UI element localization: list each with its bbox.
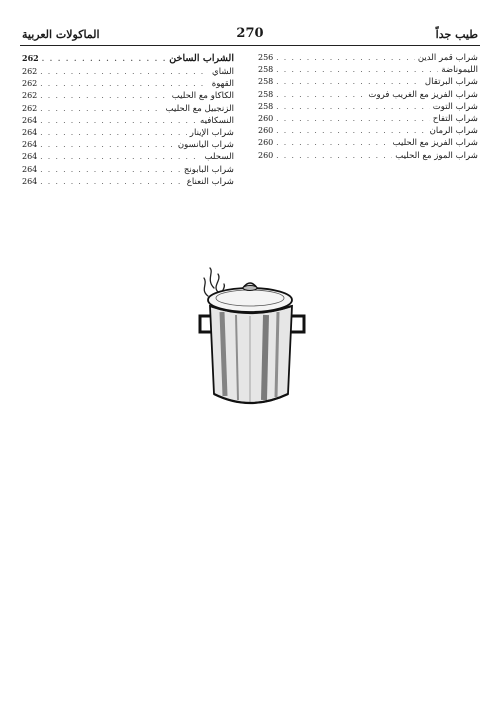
toc-entry-label: الكاكاو مع الحليب	[171, 91, 234, 102]
toc-entry-page: 262	[22, 103, 38, 113]
steaming-cooking-pot-icon	[192, 266, 312, 414]
toc-entry-label: شراب البابونج	[183, 164, 234, 175]
leader-dots	[40, 103, 162, 115]
toc-entry-label: شراب الموز مع الحليب	[395, 150, 478, 161]
toc-entry-label: شراب اليانسون	[177, 140, 234, 151]
toc-entry	[22, 66, 234, 78]
toc-entry	[22, 115, 234, 127]
toc-entry-page: 258	[258, 101, 274, 111]
toc-entry-label: النسكافيه	[200, 115, 234, 126]
leader-dots	[276, 52, 415, 64]
toc-entry-page: 256	[258, 53, 274, 62]
toc-entry-label: شراب الإينار	[189, 127, 234, 138]
toc-left-column	[22, 52, 234, 188]
toc-entry-page: 262	[22, 79, 38, 89]
toc-entry-label: الزنجبيل مع الحليب	[165, 103, 234, 114]
section-title: الماكولات العربية	[22, 28, 100, 41]
leader-dots	[276, 89, 365, 101]
toc-entry	[22, 90, 234, 102]
toc-entry-label: السحلب	[204, 152, 234, 163]
toc-entry-page: 260	[258, 113, 274, 123]
leader-dots	[276, 76, 422, 88]
leader-dots	[276, 150, 392, 162]
toc-entry	[22, 127, 234, 139]
toc-entry-page: 260	[258, 138, 274, 148]
leader-dots	[40, 78, 208, 90]
leader-dots	[276, 125, 426, 137]
leader-dots	[42, 53, 167, 65]
toc-right-column	[258, 52, 478, 162]
leader-dots	[40, 176, 183, 188]
toc-entry-page: 264	[22, 164, 38, 174]
header-rule	[20, 45, 480, 46]
toc-entry-page: 258	[258, 89, 274, 99]
toc-entry	[258, 150, 478, 162]
leader-dots	[40, 90, 168, 102]
toc-entry	[22, 164, 234, 176]
toc-entry-page: 262	[22, 67, 38, 76]
toc-entry	[258, 89, 478, 101]
toc-heading-label: الشراب الساخن	[169, 53, 234, 64]
toc-entry	[258, 101, 478, 113]
leader-dots	[276, 113, 429, 125]
book-title: طيب جداً	[435, 28, 478, 41]
leader-dots	[276, 64, 438, 76]
toc-entry-label: شراب الفريز مع الغريب فروت	[368, 89, 478, 100]
toc-entry	[22, 78, 234, 90]
toc-entry-page: 258	[258, 65, 274, 75]
toc-entry	[22, 139, 234, 151]
toc-entry-label: شراب الرمان	[429, 126, 478, 137]
toc-heading-page: 262	[22, 53, 39, 63]
toc-entry-page: 264	[22, 152, 38, 162]
toc-entry	[258, 113, 478, 125]
toc-entry-page: 264	[22, 127, 38, 137]
toc-entry-label: شراب الفريز مع الحليب	[392, 138, 478, 149]
toc-entry-page: 260	[258, 150, 274, 160]
leader-dots	[40, 66, 209, 78]
leader-dots	[40, 127, 187, 139]
toc-entry-label: القهوة	[211, 79, 234, 90]
toc-entry-label: شراب التفاح	[432, 113, 478, 124]
toc-group-heading	[22, 52, 234, 66]
toc-entry-label: شراب قمر الدين	[417, 53, 478, 63]
page-number: 270	[236, 26, 264, 41]
toc-entry-page: 264	[22, 115, 38, 125]
toc-entry-label: شراب النعناع	[186, 176, 234, 187]
toc-entry-page: 264	[22, 140, 38, 150]
toc-entry	[22, 103, 234, 115]
leader-dots	[40, 151, 201, 163]
leader-dots	[40, 139, 175, 151]
toc-entry	[258, 64, 478, 76]
toc-entry-page: 258	[258, 77, 274, 87]
toc-entry	[22, 151, 234, 163]
leader-dots	[276, 101, 429, 113]
toc-entry-page: 262	[22, 91, 38, 101]
leader-dots	[276, 137, 389, 149]
toc-entry	[258, 125, 478, 137]
leader-dots	[40, 164, 181, 176]
toc-entry-label: الشاي	[211, 67, 234, 77]
toc-entry	[258, 76, 478, 88]
toc-entry-label: شراب التوت	[432, 101, 478, 112]
toc-entry	[258, 52, 478, 64]
toc-entry-label: الليموناضة	[441, 65, 478, 76]
leader-dots	[40, 115, 197, 127]
toc-entry	[22, 176, 234, 188]
toc-entry-page: 264	[22, 176, 38, 186]
toc-entry-page: 260	[258, 126, 274, 136]
toc-entry-label: شراب البرتقال	[424, 77, 478, 88]
page-header	[22, 26, 478, 46]
toc-entry	[258, 137, 478, 149]
